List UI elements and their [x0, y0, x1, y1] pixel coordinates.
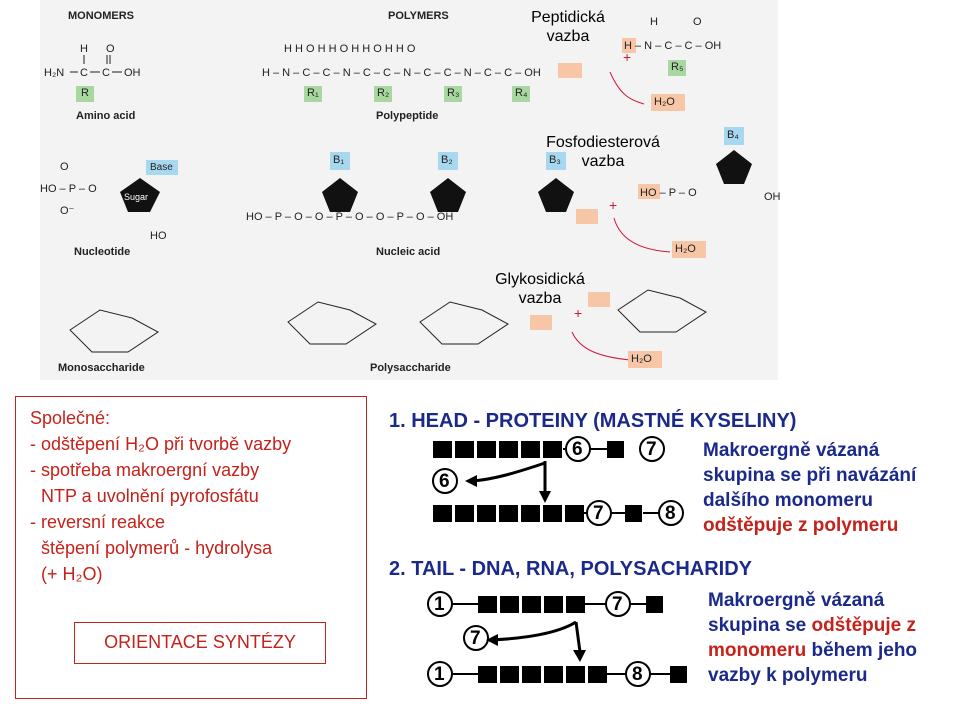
svg-text:Sugar: Sugar — [124, 192, 149, 202]
orientation-box — [74, 622, 326, 664]
tail-desc-1: Makroergně vázaná — [708, 590, 885, 611]
water-label-2: H₂O — [675, 243, 696, 255]
amino-acid-label: Amino acid — [76, 110, 136, 122]
head-num-6a: 6 — [572, 439, 583, 460]
svg-text:H H O H H O H H: H H O H H O H H O H H O — [284, 43, 416, 55]
polysaccharide-label: Polysaccharide — [370, 362, 451, 374]
svg-text:+: + — [623, 49, 632, 65]
svg-text:+: + — [574, 305, 583, 321]
glycosidic-bond-label: Glykosidická vazba — [495, 271, 585, 307]
polysaccharide-structure — [288, 302, 508, 344]
monosaccharide-structure — [70, 310, 158, 352]
svg-text:H₂N: H₂N — [44, 67, 65, 79]
common-line-1: - odštěpení H₂O při tvorbě vazby — [30, 434, 292, 454]
nucleic-acid-label: Nucleic acid — [376, 246, 441, 258]
monomers-heading: MONOMERS — [68, 10, 134, 22]
common-heading: Společné: — [30, 408, 111, 428]
b-group-label: B₂ — [441, 154, 453, 166]
svg-text:O: O — [693, 16, 702, 28]
amino-acid-structure — [44, 43, 141, 102]
svg-text:C: C — [80, 67, 88, 79]
b-group-label: B₃ — [549, 154, 561, 166]
common-line-5: štěpení polymerů - hydrolysa — [41, 538, 273, 558]
svg-text:C: C — [102, 67, 110, 79]
common-line-4: - reversní reakce — [30, 512, 166, 532]
tail-num-7a: 7 — [612, 594, 623, 615]
tail-desc-4: vazby k polymeru — [708, 665, 868, 686]
head-num-6b: 6 — [439, 471, 450, 492]
head-desc-4: odštěpuje z polymeru — [703, 515, 899, 536]
svg-text:H – N – C – C – OH: H – N – C – C – OH — [624, 40, 722, 52]
head-title: 1. HEAD - PROTEINY (MASTNÉ KYSELINY) — [389, 410, 797, 432]
tail-num-1a: 1 — [434, 594, 445, 615]
tail-desc-3a: monomeru — [708, 640, 807, 661]
peptide-bond-label: Peptidická vazba — [531, 9, 605, 45]
svg-text:H: H — [650, 16, 658, 28]
svg-text:OH: OH — [124, 67, 141, 79]
monosaccharide-monomer — [618, 290, 706, 332]
tail-num-7b: 7 — [470, 628, 481, 649]
orientation-label: ORIENTACE SYNTÉZY — [104, 632, 296, 652]
tail-desc-3b: během jeho — [806, 640, 918, 661]
r-group-label: R — [81, 87, 89, 99]
svg-text:O: O — [106, 43, 115, 55]
tail-growth-diagram — [420, 588, 710, 698]
monosaccharide-label: Monosaccharide — [58, 362, 145, 374]
svg-text:O: O — [60, 161, 69, 173]
b-group-label: B₁ — [333, 154, 345, 166]
water-label-1: H₂O — [654, 96, 675, 108]
top-panel — [40, 0, 781, 380]
head-desc-2: skupina se při navázání — [703, 465, 917, 486]
nucleotide-label: Nucleotide — [74, 246, 131, 258]
polymers-heading: POLYMERS — [388, 10, 449, 22]
tail-desc-2 — [708, 614, 916, 638]
common-line-6: (+ H₂O) — [41, 564, 103, 584]
head-num-7a: 7 — [646, 439, 657, 460]
head-desc-1: Makroergně vázaná — [703, 440, 880, 461]
svg-text:O⁻: O⁻ — [60, 205, 75, 217]
r-group-label: R₃ — [447, 87, 460, 99]
svg-text:H – N – C – C – N – C – C – N: H – N – C – C – N – C – C – N – C – C – N – C – C – OH — [262, 67, 541, 79]
base-label: Base — [150, 162, 173, 173]
head-desc-3: dalšího monomeru — [703, 490, 873, 511]
tail-num-1b: 1 — [434, 664, 445, 685]
structures-drawing — [40, 0, 781, 380]
r-group-label: R₄ — [515, 87, 528, 99]
tail-desc-2b: odštěpuje z — [811, 615, 917, 636]
r-group-label: R₂ — [377, 87, 390, 99]
common-line-2: - spotřeba makroergní vazby — [30, 460, 260, 480]
polypeptide-label: Polypeptide — [376, 110, 439, 122]
tail-title: 2. TAIL - DNA, RNA, POLYSACHARIDY — [389, 558, 752, 580]
r-group-label: R₁ — [307, 87, 319, 99]
r-group-label: R₅ — [671, 61, 684, 73]
tail-num-8: 8 — [632, 664, 643, 685]
svg-text:HO – P – O: HO – P – O — [40, 183, 97, 195]
b-group-label: B₄ — [727, 129, 739, 141]
water-label-3: H₂O — [631, 353, 652, 365]
tail-desc-2a: skupina se — [708, 615, 812, 636]
common-line-3: NTP a uvolnění pyrofosfátu — [41, 486, 259, 506]
svg-text:HO: HO — [150, 230, 167, 242]
svg-text:HO – P – O: HO – P – O — [640, 187, 697, 199]
svg-text:OH: OH — [764, 191, 781, 203]
head-num-8: 8 — [665, 503, 676, 524]
tail-desc-3 — [708, 639, 917, 663]
phosphodiester-bond-label: Fosfodiesterová vazba — [546, 134, 660, 170]
svg-text:H: H — [80, 43, 88, 55]
head-num-7b: 7 — [593, 503, 604, 524]
svg-text:HO – P – O – O – P – O: HO – P – O – O – P – O – O – P – O – OH — [246, 211, 454, 223]
svg-text:+: + — [609, 197, 618, 213]
